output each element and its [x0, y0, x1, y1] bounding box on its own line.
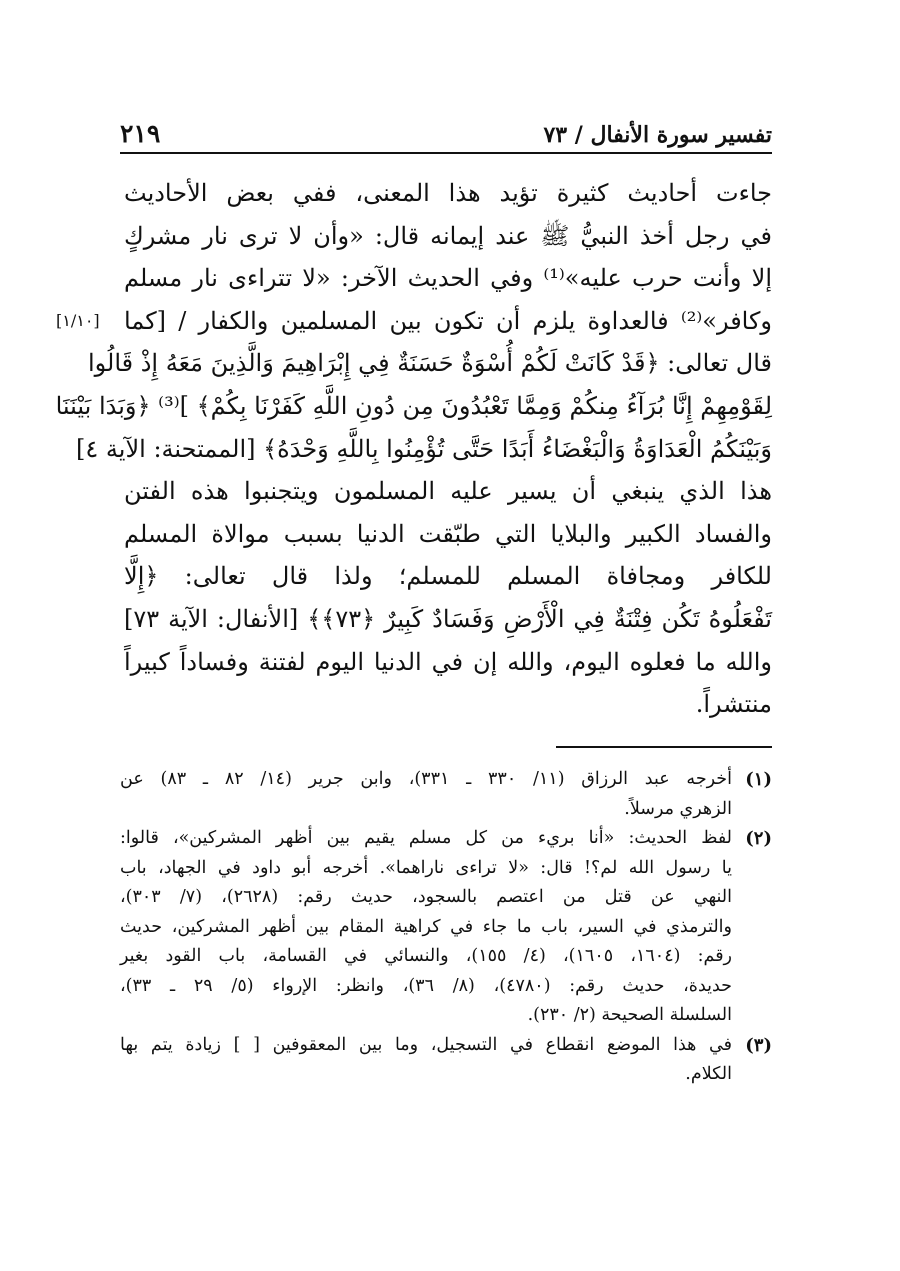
body-line: هذا الذي ينبغي أن يسير عليه المسلمون ويتجنبوا هذه الفتن [124, 477, 772, 506]
footnote-number: (١) [745, 769, 772, 790]
footnote-text [120, 824, 732, 1031]
body-line: للكافر ومجافاة المسلم للمسلم؛ ولذا قال تعالى: ﴿إِلَّا [124, 562, 772, 591]
running-title: تفسير سورة الأنفال / ٧٣ [543, 122, 772, 148]
page-number: ٢١٩ [120, 119, 161, 148]
body-line: منتشراً. [695, 690, 772, 719]
body-line: جاءت أحاديث كثيرة تؤيد هذا المعنى، ففي بعض الأحاديث [124, 179, 772, 207]
body-line: إلا وأنت حرب عليه»⁽¹⁾ وفي الحديث الآخر: «لا تتراءى نار مسلم [124, 264, 772, 293]
header-rule [120, 152, 772, 154]
body-line: والفساد الكبير والبلايا التي طبّقت الدنيا بسبب موالاة المسلم [124, 519, 772, 548]
footnote-line: أخرجه عبد الرزاق (١١/ ٣٣٠ ـ ٣٣١)، وابن جرير (١٤/ ٨٢ ـ ٨٣) عن [120, 769, 732, 789]
footnote-1 [120, 765, 772, 824]
body-line-quran: قال تعالى: ﴿قَدْ كَانَتْ لَكُمْ أُسْوَةٌ حَسَنَةٌ فِي إِبْرَاهِيمَ وَالَّذِينَ مَعَهُ إِذْ قَالُوا [87, 349, 772, 378]
body-line-quran: تَفْعَلُوهُ تَكُن فِتْنَةٌ فِي الْأَرْضِ وَفَسَادٌ كَبِيرٌ ﴿٧٣﴾﴾ [الأنفال: الآية ٧٣] [124, 604, 772, 633]
page-header [120, 108, 772, 148]
body-line: في رجل أخذ النبيُّ ﷺ عند إيمانه قال: «وأن لا ترى نار مشركٍ [124, 221, 772, 250]
body-line-quran: لِقَوْمِهِمْ إِنَّا بُرَآءُ مِنكُمْ وَمِمَّا تَعْبُدُونَ مِن دُونِ اللَّهِ كَفَرْنَا بِكُمْ﴾ ]⁽³⁾ ﴿وَبَدَا بَيْنَنَا [55, 391, 772, 420]
footnote-line: السلسلة الصحيحة (٢/ ٢٣٠). [527, 1005, 732, 1025]
footnote-line: حديدة، حديث رقم: (٤٧٨٠)، (٨/ ٣٦)، وانظر: الإرواء (٥/ ٢٩ ـ ٣٣)، [120, 975, 733, 996]
body-line: والله ما فعلوه اليوم، والله إن في الدنيا اليوم لفتنة وفساداً كبيراً [124, 647, 772, 676]
footnote-line: يا رسول الله لم؟! قال: «لا تراءى ناراهما». أخرجه أبو داود في الجهاد، باب [120, 857, 732, 878]
footnote-number: (٢) [745, 828, 772, 849]
footnote-line: الزهري مرسلاً. [624, 798, 732, 819]
footnote-3 [120, 1031, 772, 1090]
footnote-line: الكلام. [685, 1064, 732, 1084]
footnotes [120, 765, 772, 1090]
footnote-line: لفظ الحديث: «أنا بريء من كل مسلم يقيم بين أظهر المشركين»، قالوا: [120, 828, 732, 848]
footnote-line: في هذا الموضع انقطاع في التسجيل، وما بين المعقوفين [ ] زيادة يتم بها [120, 1034, 732, 1055]
body-line-quran: وَبَيْنَكُمُ الْعَدَاوَةُ وَالْبَغْضَاءُ أَبَدًا حَتَّى تُؤْمِنُوا بِاللَّهِ وَحْدَهُ﴾ [الممتحنة: الآية ٤] [76, 434, 772, 463]
footnote-separator [556, 746, 772, 748]
footnote-text [120, 765, 732, 824]
footnote-text [120, 1031, 732, 1090]
footnote-number: (٣) [745, 1034, 772, 1056]
footnote-line: والترمذي في السير، باب ما جاء في كراهية المقام بين أظهر المشركين، حديث [120, 916, 732, 937]
footnote-line: رقم: (١٦٠٤، ١٦٠٥)، (٤/ ١٥٥)، والنسائي في القسامة، باب القود بغير [120, 946, 733, 966]
body-line: وكافر»⁽²⁾ فالعداوة يلزم أن تكون بين المسلمين والكفار / [كما [124, 306, 772, 335]
footnote-line: النهي عن قتل من اعتصم بالسجود، حديث رقم: (٢٦٢٨)، (٧/ ٣٠٣)، [120, 887, 732, 907]
footnote-2 [120, 824, 772, 1031]
margin-page-marker: [١/١٠] [56, 311, 100, 330]
